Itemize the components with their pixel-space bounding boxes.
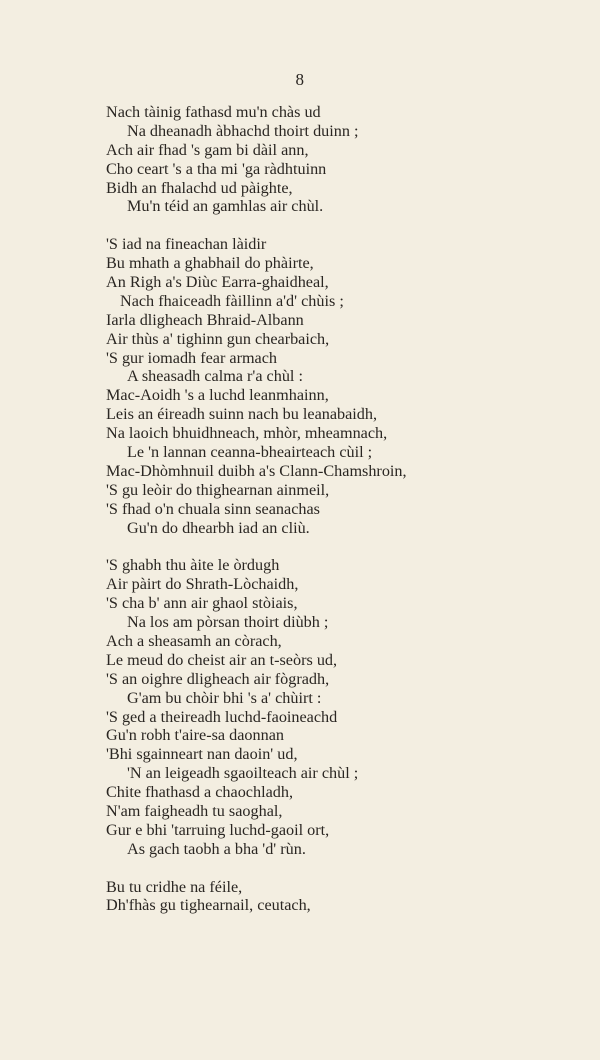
- poem-line: Nach fhaiceadh fàillinn a'd' chùis ;: [120, 291, 344, 310]
- stanza: [0, 878, 600, 916]
- poem-line: Bu tu cridhe na féile,: [106, 877, 243, 896]
- poem-line: Leis an éireadh suinn nach bu leanabaidh,: [106, 405, 378, 424]
- poem-line: Nach tàinig fathasd mu'n chàs ud: [106, 103, 321, 121]
- poem-line: 'Bhi sgainneart nan daoin' ud,: [106, 745, 298, 764]
- poem-line: 'S ged a theireadh luchd-faoineachd: [106, 707, 338, 726]
- page-number: 8: [295, 70, 305, 89]
- poem-line: Gu'n robh t'aire-sa daonnan: [106, 726, 284, 745]
- poem-line: Ach air fhad 's gam bi dàil ann,: [106, 140, 309, 159]
- poem-line: Le meud do cheist air an t-seòrs ud,: [106, 650, 338, 669]
- poem-line: N'am faigheadh tu saoghal,: [106, 801, 283, 820]
- poem-line: Mac-Aoidh 's a luchd leanmhainn,: [106, 386, 329, 405]
- poem-line: Iarla dligheach Bhraid-Albann: [106, 310, 304, 329]
- poem-line: Cho ceart 's a tha mi 'ga ràdhtuinn: [106, 159, 327, 178]
- poem-line: Mu'n téid an gamhlas air chùl.: [127, 197, 324, 216]
- poem-line: 'S cha b' ann air ghaol stòiais,: [106, 594, 298, 613]
- poem-line: 'N an leigeadh sgaoilteach air chùl ;: [127, 764, 359, 783]
- poem-line: A sheasadh calma r'a chùl :: [127, 367, 303, 386]
- poem-line: 'S gu leòir do thighearnan ainmeil,: [106, 480, 330, 499]
- poem-line: As gach taobh a bha 'd' rùn.: [127, 839, 306, 858]
- poem-line: 'S gur iomadh fear armach: [106, 348, 278, 367]
- poem-line: 'S iad na fineachan làidir: [106, 235, 267, 254]
- poem-line: 'S an oighre dligheach air fògradh,: [106, 669, 330, 688]
- poem-line: Bu mhath a ghabhail do phàirte,: [106, 254, 314, 273]
- poem-line: Bidh an fhalachd ud pàighte,: [106, 178, 293, 197]
- poem-line: G'am bu chòir bhi 's a' chùirt :: [127, 688, 322, 707]
- poem-line: Mac-Dhòmhnuil duibh a's Clann-Chamshroin,: [106, 461, 407, 480]
- poem-line: Gu'n do dhearbh iad an cliù.: [127, 518, 310, 537]
- poem-line: Dh'fhàs gu tighearnail, ceutach,: [106, 896, 311, 915]
- stanza: [0, 235, 600, 537]
- poem-line: Na laoich bhuidhneach, mhòr, mheamnach,: [106, 424, 388, 443]
- poem-line: Na los am pòrsan thoirt diùbh ;: [127, 613, 329, 632]
- poem-line: Chite fhathasd a chaochladh,: [106, 783, 293, 802]
- poem-line: Le 'n lannan ceanna-bheairteach cùil ;: [127, 443, 373, 462]
- poem-body: [0, 103, 600, 934]
- poem-line: Ach a sheasamh an còrach,: [106, 631, 282, 650]
- poem-line: 'S fhad o'n chuala sinn seanachas: [106, 499, 320, 518]
- poem-line: An Righ a's Diùc Earra-ghaidheal,: [106, 273, 329, 292]
- poem-line: Na dheanadh àbhachd thoirt duinn ;: [127, 121, 359, 140]
- poem-line: Gur e bhi 'tarruing luchd-gaoil ort,: [106, 820, 330, 839]
- poem-line: Air pàirt do Shrath-Lòchaidh,: [106, 575, 299, 594]
- stanza: [0, 103, 600, 216]
- poem-line: 'S ghabh thu àite le òrdugh: [106, 556, 280, 575]
- stanza: [0, 556, 600, 858]
- poem-line: Air thùs a' tighinn gun chearbaich,: [106, 329, 330, 348]
